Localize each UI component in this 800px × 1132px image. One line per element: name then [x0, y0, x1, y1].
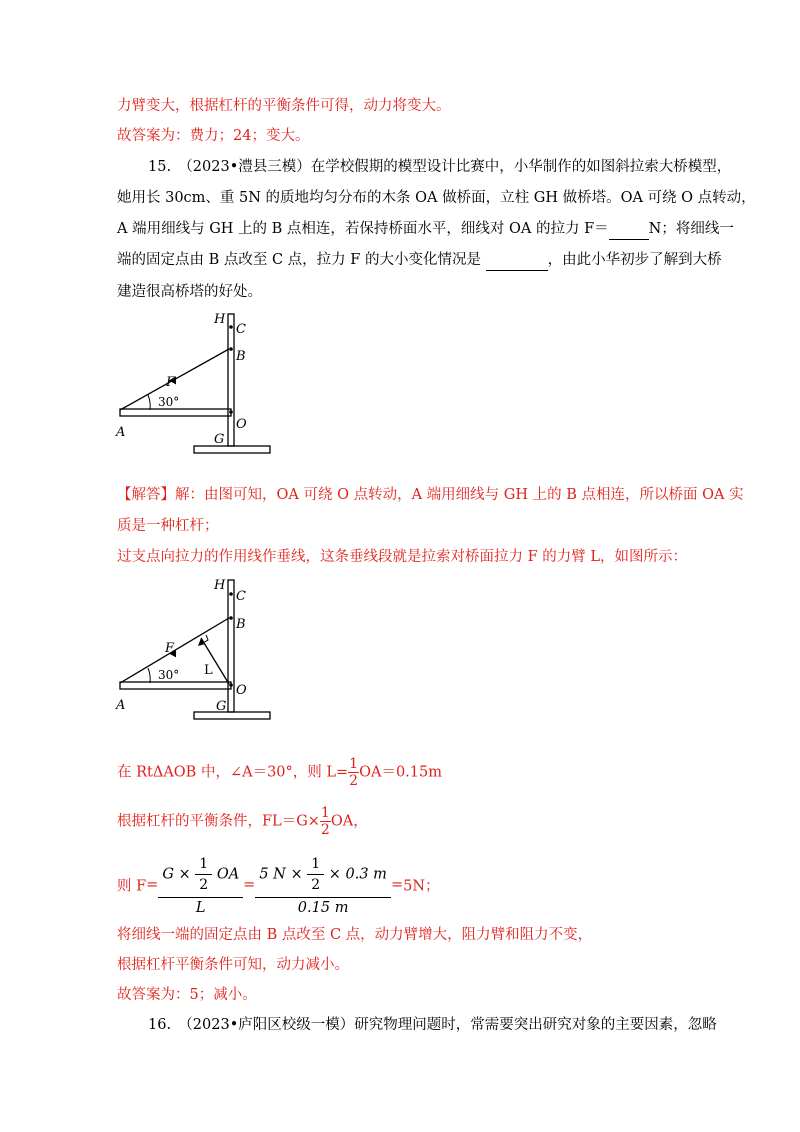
- tower-gh: [228, 314, 234, 446]
- label-l: L: [204, 663, 213, 678]
- label-c: C: [236, 322, 246, 337]
- point-c: [229, 592, 233, 596]
- force-formula-line: [117, 852, 440, 918]
- formula-numerator-1: [158, 852, 243, 898]
- formula-denominator-2: 0.15 m: [297, 900, 349, 916]
- point-b: [229, 616, 233, 620]
- text-line: 质是一种杠杆；: [117, 518, 219, 534]
- question-15-text: 15. （2023•澧县三模）在学校假期的模型设计比赛中，小华制作的如图斜拉索大桥模型，: [148, 159, 732, 175]
- label-h: H: [214, 312, 226, 327]
- text-segment: OA＝0.15m: [359, 764, 442, 781]
- formula-term: 5 N ×: [259, 866, 303, 883]
- text-segment: ，由此小华初步了解到大桥: [547, 252, 722, 268]
- text-line: [117, 219, 734, 240]
- text-segment: 在 RtΔAOB 中，∠A＝30°，则 L=: [117, 764, 349, 781]
- formula-fraction-2: [255, 852, 391, 918]
- label-f: F: [165, 641, 175, 656]
- label-g: G: [216, 699, 227, 714]
- bridge-diagram-2: [112, 572, 282, 722]
- label-angle: 30°: [158, 668, 180, 682]
- fraction-denominator: 2: [311, 877, 321, 893]
- text-line: 故答案为：5；减小。: [117, 987, 257, 1003]
- answer-blank: [609, 219, 649, 240]
- text-line: 将细线一端的固定点由 B 点改至 C 点，动力臂增大，阻力臂和阻力不变，: [117, 927, 593, 943]
- fraction-numerator: 1: [320, 805, 330, 821]
- bridge-figure-with-arm: [112, 572, 282, 726]
- equals-sign: =: [146, 877, 159, 893]
- answer-tag: 【解答】: [117, 487, 175, 503]
- label-o: O: [236, 417, 247, 432]
- text-line: [117, 250, 722, 271]
- text-segment: 则 F: [117, 878, 147, 895]
- fraction-half: [348, 756, 359, 789]
- tower-base: [194, 446, 270, 453]
- text-line: 过支点向拉力的作用线作垂线，这条垂线段就是拉索对桥面拉力 F 的力臂 L，如图所示：: [117, 549, 688, 565]
- angle-arc: [148, 395, 150, 410]
- fraction-denominator: 2: [199, 877, 209, 893]
- fraction-numerator: 1: [307, 854, 324, 875]
- fraction-numerator: 1: [349, 756, 359, 772]
- point-b: [229, 347, 233, 351]
- bridge-figure: [112, 306, 282, 460]
- tower-base: [194, 712, 270, 719]
- text-segment: 根据杠杆的平衡条件，FL＝G×: [117, 813, 320, 830]
- label-b: B: [236, 349, 246, 364]
- fraction-half: [320, 805, 331, 838]
- fraction-half: [195, 854, 212, 895]
- formula-numerator-2: [255, 852, 391, 898]
- label-a: A: [116, 425, 126, 440]
- text-segment: A 端用细线与 GH 上的 B 点相连，若保持桥面水平，细线对 OA 的拉力 F＝: [117, 221, 609, 237]
- formula-term: OA: [216, 866, 240, 883]
- tower-gh: [228, 580, 234, 712]
- fraction-numerator: 1: [195, 854, 212, 875]
- text-line: 建造很高桥塔的好处。: [117, 284, 262, 300]
- rt-triangle-line: [117, 756, 442, 789]
- balance-condition-line: [117, 805, 368, 838]
- fraction-denominator: 2: [349, 773, 359, 789]
- answer-blank: [486, 250, 548, 271]
- text-segment: 端的固定点由 B 点改至 C 点，拉力 F 的大小变化情况是: [117, 252, 486, 268]
- question-16-text: 16. （2023•庐阳区校级一模）研究物理问题时，常需要突出研究对象的主要因素，忽略: [148, 1017, 717, 1033]
- label-a: A: [116, 698, 126, 713]
- point-o: [229, 410, 233, 414]
- label-angle: 30°: [158, 395, 180, 409]
- equals-sign: =: [243, 877, 256, 893]
- formula-fraction-1: [158, 852, 243, 918]
- fraction-half: [307, 854, 324, 895]
- text-segment: 5N；: [403, 878, 440, 895]
- text-line: 她用长 30cm、重 5N 的质地均匀分布的木条 OA 做桥面，立柱 GH 做桥塔。OA 可绕 O 点转动，: [117, 190, 756, 206]
- formula-term: G ×: [162, 866, 191, 883]
- point-c: [229, 325, 233, 329]
- equals-sign: =: [390, 877, 404, 893]
- bridge-deck-oa: [120, 409, 231, 416]
- text-line: 根据杠杆平衡条件可知，动力减小。: [117, 957, 349, 973]
- answer-line: [117, 485, 744, 505]
- label-f: F: [166, 375, 176, 390]
- text-line: 故答案为：费力；24；变大。: [117, 128, 310, 144]
- label-b: B: [236, 617, 246, 632]
- bridge-diagram: [112, 306, 282, 456]
- formula-denominator-1: L: [195, 900, 206, 916]
- point-o: [229, 683, 233, 687]
- label-g: G: [214, 432, 225, 447]
- text-segment: OA，: [330, 813, 368, 830]
- bridge-deck-oa: [120, 682, 231, 689]
- label-o: O: [236, 683, 247, 698]
- formula-term: × 0.3 m: [328, 866, 387, 883]
- fraction-denominator: 2: [320, 822, 330, 838]
- angle-arc: [148, 668, 150, 683]
- label-c: C: [236, 589, 246, 604]
- text-segment: 解：由图可知，OA 可绕 O 点转动，A 端用细线与 GH 上的 B 点相连，所以桥面 OA 实: [175, 487, 744, 503]
- label-h: H: [214, 578, 226, 593]
- text-line: 力臂变大，根据杠杆的平衡条件可得，动力将变大。: [117, 98, 451, 114]
- text-segment: N；将细线一: [648, 221, 734, 237]
